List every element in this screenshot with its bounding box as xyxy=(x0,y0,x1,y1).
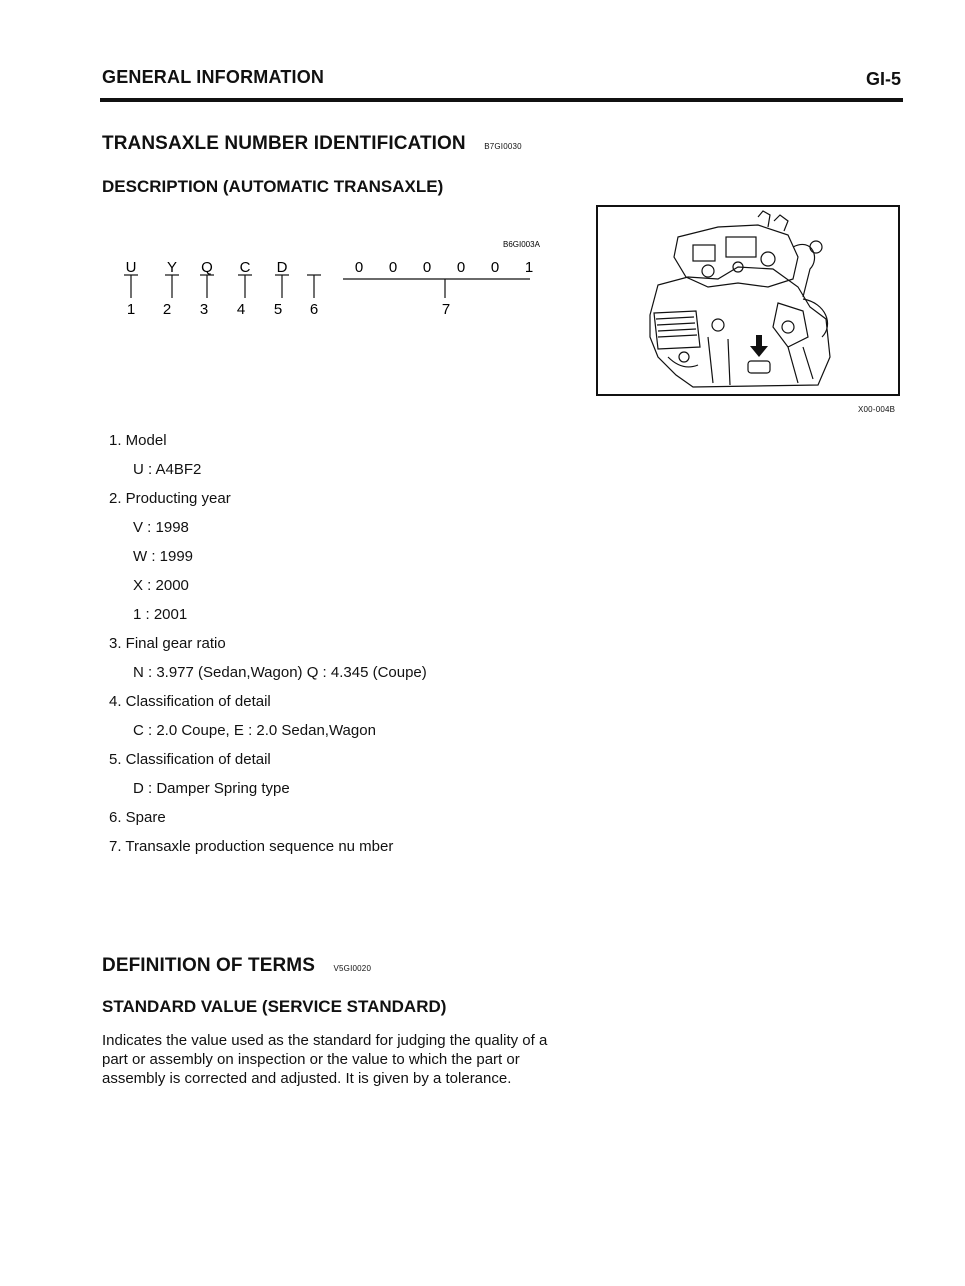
section-heading xyxy=(102,955,371,977)
list-subitem: U : A4BF2 xyxy=(133,461,202,478)
list-item: 1. Model xyxy=(109,432,167,449)
code-digit: 0 xyxy=(354,259,364,276)
list-subitem: 1 : 2001 xyxy=(133,606,188,623)
list-item: 3. Final gear ratio xyxy=(109,635,226,652)
position-number: 1 xyxy=(126,301,136,318)
list-item: 7. Transaxle production sequence nu mber xyxy=(109,838,394,855)
page-number: GI-5 xyxy=(865,69,901,89)
section-subtitle: STANDARD VALUE (SERVICE STANDARD) xyxy=(102,997,447,1016)
section-subtitle: DESCRIPTION (AUTOMATIC TRANSAXLE) xyxy=(102,177,444,196)
list-item: 6. Spare xyxy=(109,809,166,826)
position-number: 7 xyxy=(441,301,451,318)
list-subitem: C : 2.0 Coupe, E : 2.0 Sedan,Wagon xyxy=(133,722,376,739)
code-digit: 0 xyxy=(456,259,466,276)
identification-list xyxy=(109,426,427,861)
transaxle-number-diagram xyxy=(100,232,570,327)
code-letter: Q xyxy=(201,259,213,276)
code-letter: U xyxy=(125,259,137,276)
list-item: 2. Producting year xyxy=(109,490,231,507)
position-number: 6 xyxy=(309,301,319,318)
letter-markers xyxy=(124,275,530,298)
list-subitem: X : 2000 xyxy=(133,577,189,594)
list-item: 5. Classification of detail xyxy=(109,751,271,768)
code-letter: C xyxy=(239,259,251,276)
list-subitem: V : 1998 xyxy=(133,519,189,536)
list-item: 4. Classification of detail xyxy=(109,693,271,710)
position-number: 2 xyxy=(162,301,172,318)
header-divider xyxy=(100,98,903,102)
list-subitem: W : 1999 xyxy=(133,548,194,565)
code-digit: 0 xyxy=(422,259,432,276)
position-number: 4 xyxy=(236,301,246,318)
position-number: 5 xyxy=(273,301,283,318)
section-code: V5GI0020 xyxy=(333,964,372,973)
code-digit: 0 xyxy=(388,259,398,276)
position-number: 3 xyxy=(199,301,209,318)
page-header-title: GENERAL INFORMATION xyxy=(102,67,325,87)
section-heading xyxy=(102,133,522,155)
code-digit: 0 xyxy=(490,259,500,276)
section-title: TRANSAXLE NUMBER IDENTIFICATION xyxy=(102,133,466,154)
diagram-figure-code: B6GI003A xyxy=(503,240,540,249)
definition-paragraph: Indicates the value used as the standard for judging the quality of a part or assembly on inspection or the value to which the part or assembly is corrected and adjusted. It is given by a tolerance. xyxy=(102,1032,548,1087)
section-title: DEFINITION OF TERMS xyxy=(102,955,316,976)
transaxle-figure-frame xyxy=(596,205,900,396)
list-subitem: N : 3.977 (Sedan,Wagon) Q : 4.345 (Coupe) xyxy=(133,664,427,681)
list-subitem: D : Damper Spring type xyxy=(133,780,290,797)
code-digit: 1 xyxy=(524,259,534,276)
section-code: B7GI0030 xyxy=(484,142,522,151)
code-letter: D xyxy=(276,259,288,276)
figure-caption: X00-004B xyxy=(858,405,896,414)
code-letter: Y xyxy=(166,259,178,276)
down-arrow-icon xyxy=(750,335,768,357)
transaxle-illustration-icon xyxy=(598,207,898,394)
